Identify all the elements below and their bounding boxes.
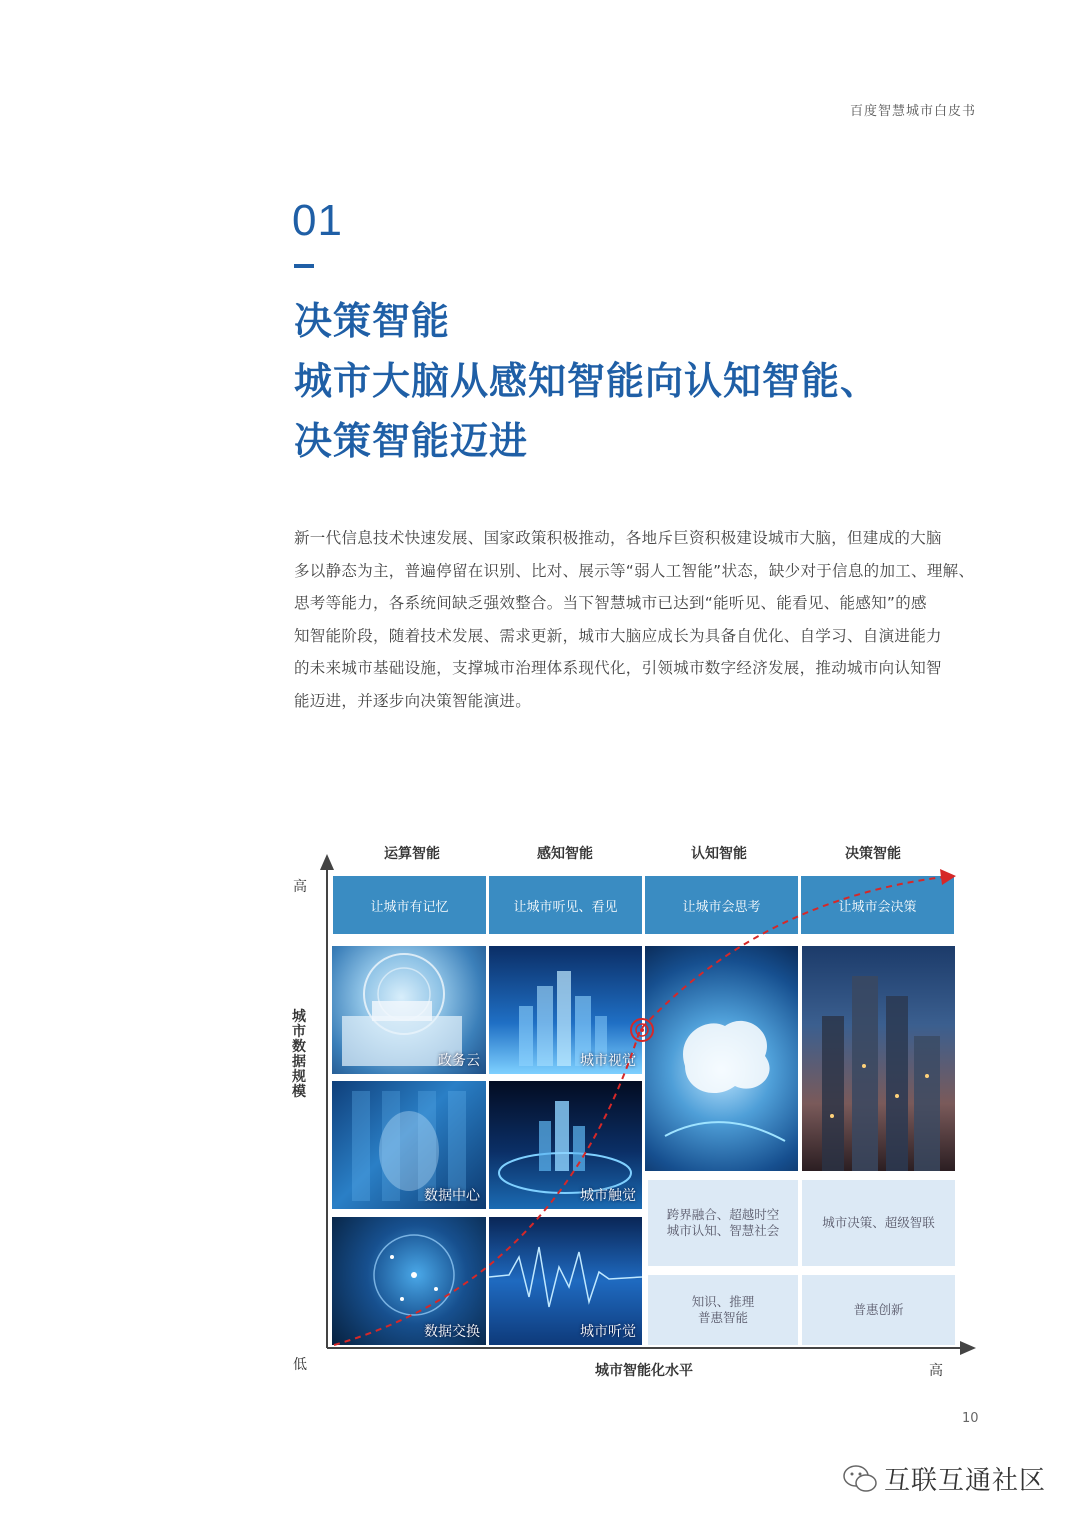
body-line: 新一代信息技术快速发展、国家政策积极推动，各地斥巨资积极建设城市大脑，但建成的大脑 xyxy=(294,529,942,547)
x-axis-arrowhead xyxy=(960,1341,976,1355)
x-axis-title: 城市智能化水平 xyxy=(595,1363,693,1379)
trend-arrowhead xyxy=(940,869,956,885)
goal-decide: 让城市会决策 xyxy=(801,876,954,934)
box-city-decision: 城市决策、超级智联 xyxy=(802,1180,955,1266)
y-axis-arrowhead xyxy=(320,854,334,870)
section-title-line-1: 决策智能 xyxy=(294,299,451,343)
goal-memory: 让城市有记忆 xyxy=(333,876,486,934)
column-header-perception: 感知智能 xyxy=(537,846,593,862)
goal-hear-see: 让城市听见、看见 xyxy=(489,876,642,934)
tile-label: 城市听觉 xyxy=(580,1324,636,1340)
body-line: 多以静态为主，普遍停留在识别、比对、展示等“弱人工智能”状态，缺少对于信息的加工、理解、 xyxy=(294,561,975,580)
box-line: 知识、推理 xyxy=(691,1294,755,1309)
goal-think: 让城市会思考 xyxy=(645,876,798,934)
column-header-cognition: 认知智能 xyxy=(691,846,747,862)
tile-label: 政务云 xyxy=(438,1053,480,1069)
section-title-line-2: 城市大脑从感知智能向认知智能、 xyxy=(294,359,880,403)
tile-label: 数据中心 xyxy=(424,1188,480,1204)
section-number: 01 xyxy=(292,196,343,245)
watermark-text: 互联互通社区 xyxy=(884,1466,1047,1496)
trend-curve xyxy=(334,877,944,1345)
wechat-icon xyxy=(842,1463,878,1495)
box-line: 普惠智能 xyxy=(697,1310,748,1325)
x-axis-high-label: 高 xyxy=(929,1363,943,1379)
box-inclusive-innovation: 普惠创新 xyxy=(802,1275,955,1345)
box-line: 城市认知、智慧社会 xyxy=(666,1223,780,1238)
page-number: 10 xyxy=(962,1411,979,1426)
body-line: 知智能阶段，随着技术发展、需求更新，城市大脑应成长为具备自优化、自学习、自演进能力 xyxy=(294,626,942,645)
tile-label: 城市视觉 xyxy=(580,1053,636,1069)
tile-label: 城市触觉 xyxy=(580,1188,636,1204)
box-line: 跨界融合、超越时空 xyxy=(666,1207,780,1222)
body-line: 的未来城市基础设施，支撑城市治理体系现代化，引领城市数字经济发展，推动城市向认知智 xyxy=(294,659,942,677)
y-axis-title: 城市数据规模 xyxy=(292,1009,306,1100)
target-icon xyxy=(631,1019,653,1041)
body-line: 思考等能力，各系统间缺乏强效整合。当下智慧城市已达到“能听见、能看见、能感知”的感 xyxy=(294,594,927,612)
body-line: 能迈进，并逐步向决策智能演进。 xyxy=(294,691,532,710)
column-header-computing: 运算智能 xyxy=(384,846,440,862)
tile-label: 数据交换 xyxy=(424,1324,480,1340)
y-axis-high-label: 高 xyxy=(293,879,307,895)
running-header: 百度智慧城市白皮书 xyxy=(849,104,976,119)
y-axis-low-label: 低 xyxy=(293,1357,307,1373)
section-title-line-3: 决策智能迈进 xyxy=(294,419,529,463)
column-header-decision: 决策智能 xyxy=(845,846,901,862)
watermark xyxy=(842,1460,1046,1497)
